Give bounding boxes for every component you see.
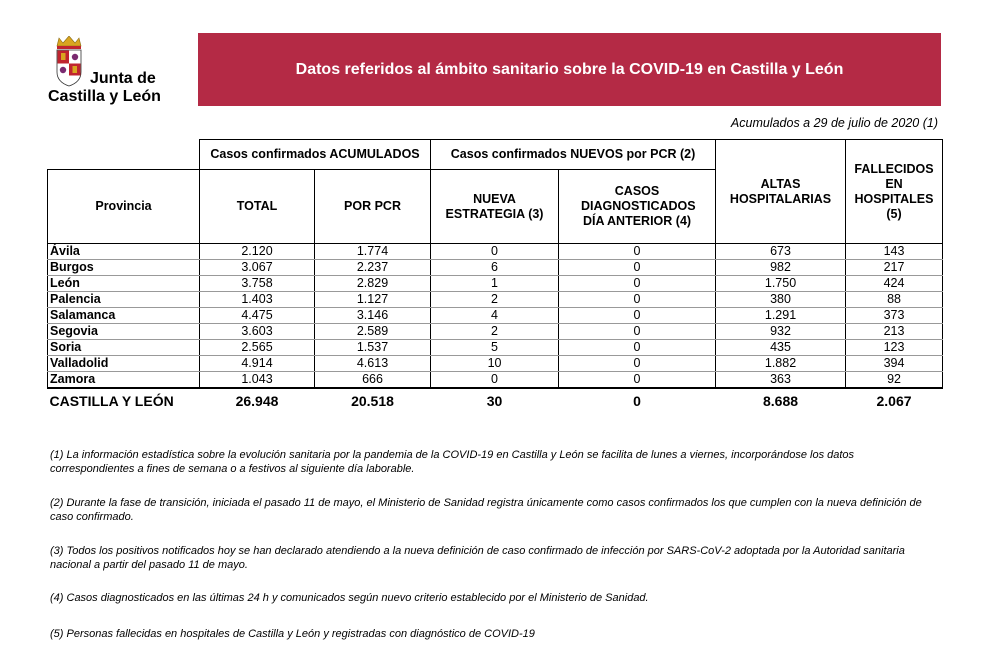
total-total: 26.948	[235, 393, 279, 409]
cell-diag: 0	[559, 276, 716, 292]
cell-fallecidos: 123	[846, 340, 943, 356]
title-banner	[198, 33, 941, 106]
table-row	[48, 340, 943, 356]
cell-nueva: 5	[431, 340, 559, 356]
footnote-3: (3) Todos los positivos notificados hoy se han declarado atendiendo a la nueva definición de caso confirmado de infección por SARS-CoV-2 adoptada por la Autoridad sanitaria nacional a partir del pasado 11 de mayo.	[50, 545, 905, 571]
cell-altas: 1.750	[716, 276, 846, 292]
cell-altas: 363	[716, 372, 846, 389]
cell-nueva: 2	[431, 324, 559, 340]
cell-altas: 435	[716, 340, 846, 356]
cell-diag: 0	[559, 356, 716, 372]
cell-provincia: Ávila	[48, 244, 200, 260]
cell-total: 2.120	[200, 244, 315, 260]
cell-diag: 0	[559, 308, 716, 324]
header-altas: ALTAS HOSPITALARIAS	[716, 140, 846, 244]
header-nueva-estrategia: NUEVA ESTRATEGIA (3)	[431, 170, 559, 244]
total-fallecidos: 2.067	[876, 393, 912, 409]
header-provincia: Provincia	[48, 170, 200, 244]
page-title: Datos referidos al ámbito sanitario sobre la COVID-19 en Castilla y León	[295, 60, 844, 78]
cell-total: 1.403	[200, 292, 315, 308]
cell-nueva: 1	[431, 276, 559, 292]
table-row	[48, 308, 943, 324]
cell-fallecidos: 217	[846, 260, 943, 276]
cell-por-pcr: 2.237	[315, 260, 431, 276]
cell-total: 1.043	[200, 372, 315, 389]
cell-fallecidos: 88	[846, 292, 943, 308]
cell-diag: 0	[559, 244, 716, 260]
cell-fallecidos: 213	[846, 324, 943, 340]
cell-por-pcr: 3.146	[315, 308, 431, 324]
date-note: Acumulados a 29 de julio de 2020 (1)	[730, 116, 938, 130]
cell-provincia: Valladolid	[48, 356, 200, 372]
group-header-acumulados: Casos confirmados ACUMULADOS	[200, 140, 431, 170]
cell-provincia: Palencia	[48, 292, 200, 308]
cell-nueva: 10	[431, 356, 559, 372]
cell-total: 3.603	[200, 324, 315, 340]
cell-diag: 0	[559, 340, 716, 356]
cell-total: 4.475	[200, 308, 315, 324]
cell-nueva: 0	[431, 372, 559, 389]
cell-diag: 0	[559, 372, 716, 389]
logo	[48, 36, 198, 106]
cell-total: 3.758	[200, 276, 315, 292]
cell-por-pcr: 2.589	[315, 324, 431, 340]
cell-por-pcr: 2.829	[315, 276, 431, 292]
table-row	[48, 292, 943, 308]
total-row	[48, 388, 943, 413]
table-row	[48, 324, 943, 340]
cell-altas: 932	[716, 324, 846, 340]
header-por-pcr: POR PCR	[315, 170, 431, 244]
header-blank	[48, 140, 200, 170]
total-provincia: CASTILLA Y LEÓN	[49, 393, 174, 409]
brand-name-line2: Castilla y León	[48, 88, 161, 105]
cell-por-pcr: 1.127	[315, 292, 431, 308]
cell-provincia: Segovia	[48, 324, 200, 340]
cell-altas: 673	[716, 244, 846, 260]
total-diag: 0	[633, 393, 641, 409]
header-total: TOTAL	[200, 170, 315, 244]
footnote-1: (1) La información estadística sobre la evolución sanitaria por la pandemia de la COVID-19 en Castilla y León se facilita de lunes a viernes, incorporándose los datos correspondientes a fines de semana o a festivos al siguiente día laborable.	[50, 449, 855, 475]
cell-nueva: 4	[431, 308, 559, 324]
total-nueva: 30	[486, 393, 503, 409]
cell-provincia: Salamanca	[48, 308, 200, 324]
cell-fallecidos: 92	[846, 372, 943, 389]
header-casos-diagnosticados: CASOS DIAGNOSTICADOS DÍA ANTERIOR (4)	[559, 170, 716, 244]
cell-por-pcr: 1.537	[315, 340, 431, 356]
cell-nueva: 2	[431, 292, 559, 308]
footnote-5: (5) Personas fallecidas en hospitales de Castilla y León y registradas con diagnóstico de COVID-19	[50, 628, 535, 640]
cell-altas: 1.291	[716, 308, 846, 324]
cell-provincia: León	[48, 276, 200, 292]
total-por-pcr: 20.518	[351, 393, 394, 409]
cell-diag: 0	[559, 292, 716, 308]
cell-altas: 1.882	[716, 356, 846, 372]
cell-fallecidos: 373	[846, 308, 943, 324]
header-fallecidos: FALLECIDOS EN HOSPITALES (5)	[846, 140, 943, 244]
table-row	[48, 260, 943, 276]
cell-por-pcr: 4.613	[315, 356, 431, 372]
cell-total: 3.067	[200, 260, 315, 276]
cell-fallecidos: 143	[846, 244, 943, 260]
table-row	[48, 244, 943, 260]
total-altas: 8.688	[762, 393, 799, 409]
group-header-nuevos: Casos confirmados NUEVOS por PCR (2)	[431, 140, 716, 170]
cell-provincia: Zamora	[48, 372, 200, 389]
cell-fallecidos: 394	[846, 356, 943, 372]
covid-data-table	[47, 139, 943, 413]
cell-total: 4.914	[200, 356, 315, 372]
cell-provincia: Burgos	[48, 260, 200, 276]
cell-nueva: 6	[431, 260, 559, 276]
cell-diag: 0	[559, 260, 716, 276]
cell-provincia: Soria	[48, 340, 200, 356]
footnote-4: (4) Casos diagnosticados en las últimas 24 h y comunicados según nuevo criterio establecido por el Ministerio de Sanidad.	[50, 592, 649, 604]
cell-nueva: 0	[431, 244, 559, 260]
cell-altas: 982	[716, 260, 846, 276]
brand-name-line1: Junta de	[90, 70, 156, 87]
table-row	[48, 276, 943, 292]
table-row	[48, 372, 943, 389]
cell-por-pcr: 666	[315, 372, 431, 389]
cell-altas: 380	[716, 292, 846, 308]
cell-diag: 0	[559, 324, 716, 340]
footnote-2: (2) Durante la fase de transición, iniciada el pasado 11 de mayo, el Ministerio de Sanidad registra únicamente como casos confirmados los que cumplen con la nueva definición de caso confirmado.	[50, 497, 922, 523]
cell-por-pcr: 1.774	[315, 244, 431, 260]
cell-total: 2.565	[200, 340, 315, 356]
table-row	[48, 356, 943, 372]
cell-fallecidos: 424	[846, 276, 943, 292]
